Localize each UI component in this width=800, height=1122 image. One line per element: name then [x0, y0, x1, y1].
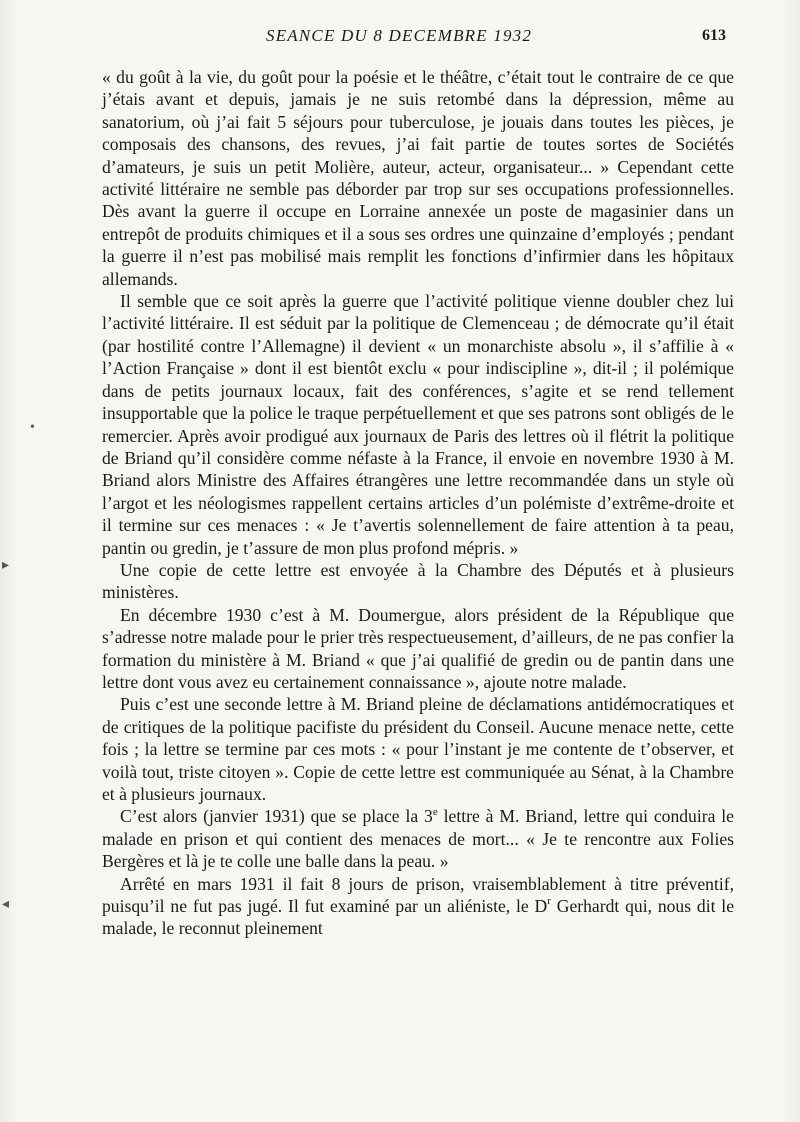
paragraph-political-activity: Il semble que ce soit après la guerre que l’activité politique vienne doubler chez lui l’activité littéraire. Il est séduit par la politique de Clemenceau ; de démocrate qu’il était (par hostilité contre l’Allemagne) il devient « un monarchiste absolu », il s’affilie à « l’Action Française » dont il est bientôt exclu « pour indiscipline », dit-il ; il polémique dans de petits journaux locaux, fait des conférences, s’agite et se rend tellement insupportable que la police le traque perpétuellement et que ses patrons sont obligés de le remercier. Après avoir prodigué aux journaux de Paris des lettres où il flétrit la politique de Briand qu’il considère comme néfaste à la France, il envoie en novembre 1930 à M. Briand alors Ministre des Affaires étrangères une lettre recommandée dans un style où l’argot et les néologismes rappellent certains articles d’un polémiste d’extrême-droite et il termine sur ces menaces : « Je t’avertis solennellement de faire attention à ta peau, pantin ou gredin, je t’assure de mon plus profond mépris. » — [102, 291, 734, 558]
margin-dot-mark: • — [30, 420, 35, 435]
page-number: 613 — [702, 27, 726, 44]
paragraph-third-letter — [102, 805, 734, 872]
paragraph-third-letter-end: lettre à M. Briand, lettre qui conduira le malade en prison et qui contient des menaces de mort... « Je te rencontre aux Folies Bergères et là je te colle une balle dans la peau. » — [102, 806, 734, 872]
ordinal-superscript: e — [432, 805, 438, 818]
paragraph-arrest — [102, 873, 734, 940]
paragraph-arrest-end: Gerhardt qui, nous dit le malade, le reconnut pleinement — [102, 896, 735, 939]
paragraph-letter-copy: Une copie de cette lettre est envoyée à la Chambre des Députés et à plusieurs ministères. — [102, 559, 734, 603]
paragraph-second-letter: Puis c’est une seconde lettre à M. Briand pleine de déclamations antidémocratiques et de critiques de la politique pacifiste du président du Conseil. Aucune menace nette, cette fois ; la lettre se termine par ces mots : « pour l’instant je me contente de t’observer, et voilà tout, triste citoyen ». Copie de cette lettre est communiquée au Sénat, à la Chambre et à plusieurs journaux. — [102, 694, 734, 804]
paragraph-continuation: « du goût à la vie, du goût pour la poésie et le théâtre, c’était tout le contraire de ce que j’étais avant et depuis, jamais je ne suis retombé dans la dépression, même au sanatorium, où j’ai fait 5 séjours pour tuberculose, je jouais dans toutes les pièces, je composais des chansons, des revues, j’ai fait partie de toutes sortes de Sociétés d’amateurs, je suis un petit Molière, auteur, acteur, organisateur... » Cependant cette activité littéraire ne semble pas déborder par trop sur ses occupations professionnelles. Dès avant la guerre il occupe en Lorraine annexée un poste de magasinier dans un entrepôt de produits chimiques et il a sous ses ordres une quinzaine d’employés ; pendant la guerre il n’est pas mobilisé mais remplit les fonctions d’infirmier dans les hôpitaux allemands. — [102, 67, 734, 289]
running-title: SEANCE DU 8 DECEMBRE 1932 — [266, 26, 533, 45]
doctor-superscript: r — [547, 895, 551, 908]
margin-arrow-mark: ▸ — [2, 558, 10, 573]
margin-hook-mark: ◂ — [2, 897, 10, 912]
paragraph-doumergue: En décembre 1930 c’est à M. Doumergue, alors président de la République que s’adresse notre malade pour le prier très respectueusement, d’ailleurs, de ne pas confier la formation du ministère à M. Briand « que j’ai qualifié de gredin ou de pantin dans une lettre dont vous avez eu certainement connaissance », ajoute notre malade. — [102, 604, 734, 692]
page-header — [0, 26, 800, 52]
article-body — [102, 66, 734, 940]
paragraph-third-letter-start: C’est alors (janvier 1931) que se place la 3 — [120, 806, 433, 827]
paragraph-arrest-start: Arrêté en mars 1931 il fait 8 jours de prison, vraisemblablement à titre préventif, puisqu’il ne fut pas jugé. Il fut examiné par un aliéniste, le D — [102, 873, 734, 917]
